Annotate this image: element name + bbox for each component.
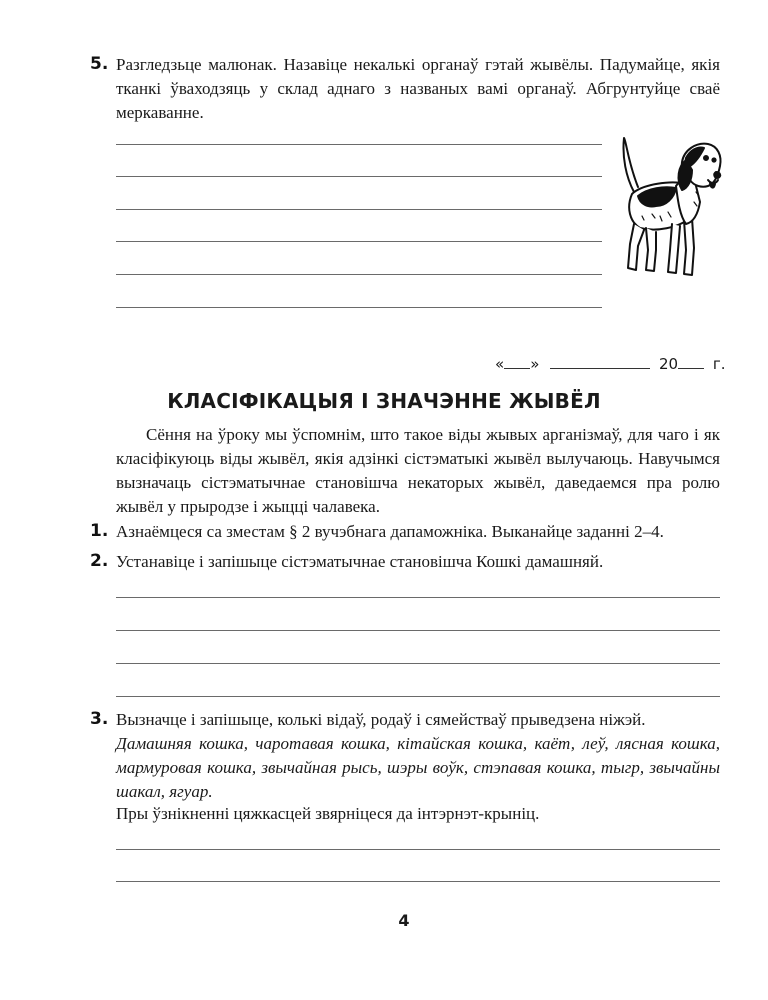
- answer-line[interactable]: [116, 307, 602, 308]
- answer-line[interactable]: [116, 274, 602, 275]
- answer-line[interactable]: [116, 597, 720, 598]
- answer-line[interactable]: [116, 849, 720, 850]
- answer-line[interactable]: [116, 881, 720, 882]
- task-1-number: 1.: [90, 521, 109, 541]
- task-2-number: 2.: [90, 551, 109, 571]
- day-blank[interactable]: [504, 356, 530, 369]
- year-blank[interactable]: [678, 356, 704, 369]
- answer-line[interactable]: [116, 209, 602, 210]
- answer-line[interactable]: [116, 144, 602, 145]
- date-open-quote: «: [495, 355, 505, 373]
- date-close-quote: »: [530, 355, 540, 373]
- page-number: 4: [398, 911, 410, 930]
- task-2-text: Устанавіце і запішыце сістэматычнае становішча Кошкі дамашняй.: [116, 552, 604, 571]
- section-title: КЛАСІФІКАЦЫЯ І ЗНАЧЭННЕ ЖЫВЁЛ: [167, 389, 601, 413]
- dog-illustration: [612, 132, 737, 280]
- year-suffix: г.: [712, 355, 726, 373]
- answer-line[interactable]: [116, 241, 602, 242]
- answer-line[interactable]: [116, 663, 720, 664]
- year-prefix: 20: [658, 355, 679, 373]
- answer-line[interactable]: [116, 176, 602, 177]
- answer-line[interactable]: [116, 696, 720, 697]
- month-blank[interactable]: [550, 356, 650, 369]
- task-3-hint: Пры ўзнікненні цяжкасцей звярніцеся да інтэрнэт-крыніц.: [116, 804, 540, 823]
- task-3-species-list: Дамашняя кошка, чаротавая кошка, кітайская кошка, каёт, леў, лясная кошка, мармуровая кошка, звычайная рысь, шэры воўк, стэпавая кошка, тыгр, звычайны шакал, ягуар.: [116, 734, 720, 801]
- date-row: [495, 355, 725, 373]
- task-5-text: Разгледзьце малюнак. Назавіце некалькі органаў гэтай жывёлы. Падумайце, якія тканкі ўваходзяць у склад аднаго з названых вамі органаў. Абгрунтуйце сваё меркаванне.: [116, 55, 720, 122]
- answer-line[interactable]: [116, 630, 720, 631]
- task-5-number: 5.: [90, 54, 109, 74]
- task-1-text: Азнаёмцеся са зместам § 2 вучэбнага дапаможніка. Выканайце заданні 2–4.: [116, 522, 664, 541]
- task-3-number: 3.: [90, 709, 109, 729]
- task-3-text: Вызначце і запішыце, колькі відаў, родаў і сямействаў прыведзена ніжэй.: [116, 710, 646, 729]
- section-intro: Сёння на ўроку мы ўспомнім, што такое віды жывых арганізмаў, для чаго і як класіфікуюць віды жывёл, якія адзінкі сістэматыкі жывёл вылучаюць. Навучымся вызначаць сістэматычнае становішча некаторых жывёл, даведаемся пра ролю жывёл у прыродзе і жыцці чалавека.: [116, 425, 720, 516]
